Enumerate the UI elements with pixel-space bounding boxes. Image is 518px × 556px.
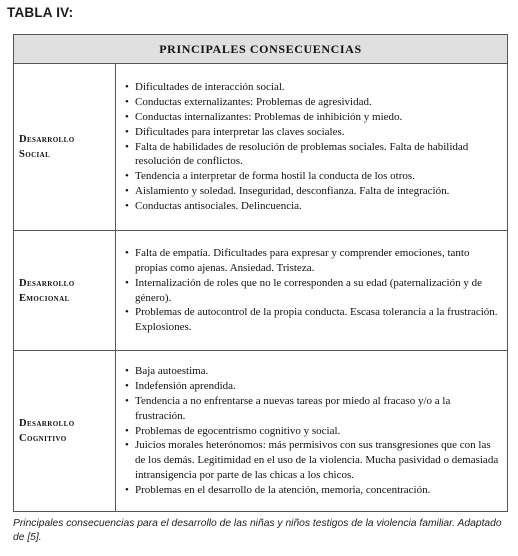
item-list-emocional [116,246,507,335]
list-item: • Indefensión aprendida. [125,379,501,394]
row-label-line1: Desarrollo [19,134,75,145]
row-label-line2: Social [19,149,51,160]
row-label-line2: Cognitivo [19,433,67,444]
row-label-social [14,64,116,230]
list-item: • Falta de empatía. Dificultades para expresar y comprender emociones, tanto propias como ajenas. Ansiedad. Tristeza. [125,246,501,276]
list-item: • Dificultades de interacción social. [125,80,501,95]
row-content-emocional [116,231,507,350]
row-label-line1: Desarrollo [19,277,75,289]
row-cognitivo [14,351,507,511]
list-item: • Baja autoestima. [125,364,501,379]
row-content-social [116,64,507,230]
list-item: • Conductas internalizantes: Problemas de inhibición y miedo. [125,110,501,125]
table-header: PRINCIPALES CONSECUENCIAS [14,35,507,64]
row-label-cognitivo [14,351,116,511]
list-item: • Falta de habilidades de resolución de problemas sociales. Falta de habilidad resolución de conflictos. [125,140,501,170]
row-label-line2: Emocional [19,292,70,304]
list-item: • Aislamiento y soledad. Inseguridad, desconfianza. Falta de integración. [125,184,501,199]
consequences-table [13,34,508,512]
list-item: • Tendencia a no enfrentarse a nuevas tareas por miedo al fracaso y/o a la frustración. [125,394,501,424]
row-emocional [14,231,507,351]
item-list-social [116,80,507,214]
row-social [14,64,507,231]
row-label-line1: Desarrollo [19,418,75,429]
list-item: • Internalización de roles que no le corresponden a su edad (paternalización y de género). [125,276,501,306]
row-label-emocional [14,231,116,350]
list-item: • Conductas antisociales. Delincuencia. [125,199,501,214]
table-label: TABLA IV: [7,5,74,20]
list-item: • Tendencia a interpretar de forma hostil la conducta de los otros. [125,169,501,184]
list-item: • Problemas en el desarrollo de la atención, memoria, concentración. [125,483,501,498]
list-item: • Dificultades para interpretar las claves sociales. [125,125,501,140]
table-caption: Principales consecuencias para el desarrollo de las niñas y niños testigos de la violencia familiar. Adaptado de [5]. [13,518,502,543]
item-list-cognitivo [116,364,507,498]
list-item: • Problemas de autocontrol de la propia conducta. Escasa tolerancia a la frustración. Explosiones. [125,305,501,335]
row-content-cognitivo [116,351,507,511]
list-item: • Problemas de egocentrismo cognitivo y social. [125,424,501,439]
list-item: • Juicios morales heterónomos: más permisivos con sus transgresiones que con las de los demás. Legitimidad en el uso de la violencia. Mucha pasividad o demasiada intransigencia por parte de las chicas a los chicos. [125,438,501,483]
list-item: • Conductas externalizantes: Problemas de agresividad. [125,95,501,110]
